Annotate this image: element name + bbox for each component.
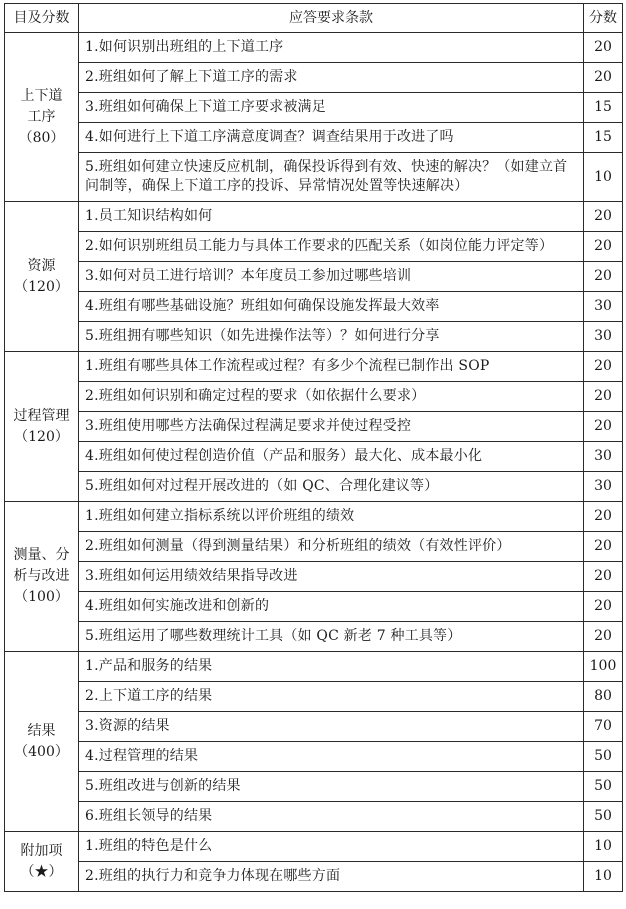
clause-score: 15 [584, 123, 623, 153]
category-score: （400） [14, 743, 69, 760]
table-row [5, 562, 623, 592]
clause-text: 4.如何进行上下道工序满意度调查？调查结果用于改进了吗 [79, 123, 584, 153]
clause-score: 30 [584, 292, 623, 322]
clause-text: 4.班组如何使过程创造价值（产品和服务）最大化、成本最小化 [79, 442, 584, 472]
clause-text: 5.班组改进与创新的结果 [79, 772, 584, 802]
table-row [5, 33, 623, 63]
table-row [5, 802, 623, 832]
category-cell [5, 33, 79, 202]
clause-text: 5.班组如何对过程开展改进的（如 QC、合理化建议等） [79, 472, 584, 502]
clause-score: 50 [584, 802, 623, 832]
clause-text: 5.班组拥有哪些知识（如先进操作法等）？如何进行分享 [79, 322, 584, 352]
table-row [5, 772, 623, 802]
clause-text: 1.如何识别出班组的上下道工序 [79, 33, 584, 63]
clause-score: 50 [584, 772, 623, 802]
table-row [5, 292, 623, 322]
clause-text: 3.班组如何确保上下道工序要求被满足 [79, 93, 584, 123]
clause-score: 10 [584, 153, 623, 202]
clause-score: 20 [584, 232, 623, 262]
clause-score: 20 [584, 532, 623, 562]
clause-text: 3.资源的结果 [79, 712, 584, 742]
header-clauses: 应答要求条款 [79, 4, 584, 33]
clause-text: 1.班组如何建立指标系统以评价班组的绩效 [79, 502, 584, 532]
clause-score: 20 [584, 562, 623, 592]
table-row [5, 592, 623, 622]
clause-text: 2.班组的执行力和竞争力体现在哪些方面 [79, 862, 584, 892]
category-name: 上下道 工序 [20, 87, 63, 125]
clause-score: 20 [584, 382, 623, 412]
table-row [5, 153, 623, 202]
clause-score: 50 [584, 742, 623, 772]
clause-score: 20 [584, 33, 623, 63]
table-row [5, 123, 623, 153]
table-row [5, 202, 623, 232]
table-row [5, 712, 623, 742]
table-row [5, 622, 623, 652]
scoring-table [4, 3, 623, 892]
clause-text: 1.班组有哪些具体工作流程或过程？有多少个流程已制作出 SOP [79, 352, 584, 382]
clause-text: 1.员工知识结构如何 [79, 202, 584, 232]
category-cell [5, 502, 79, 652]
table-row [5, 322, 623, 352]
clause-score: 80 [584, 682, 623, 712]
table-row [5, 682, 623, 712]
table-row [5, 232, 623, 262]
clause-text: 4.班组有哪些基础设施？班组如何确保设施发挥最大效率 [79, 292, 584, 322]
clause-score: 30 [584, 472, 623, 502]
clause-score: 20 [584, 352, 623, 382]
clause-text: 4.班组如何实施改进和创新的 [79, 592, 584, 622]
category-cell [5, 832, 79, 892]
clause-text: 3.班组如何运用绩效结果指导改进 [79, 562, 584, 592]
clause-score: 30 [584, 322, 623, 352]
clause-text: 2.班组如何了解上下道工序的需求 [79, 63, 584, 93]
clause-score: 10 [584, 862, 623, 892]
header-score: 分数 [584, 4, 623, 33]
clause-score: 20 [584, 412, 623, 442]
clause-text: 2.上下道工序的结果 [79, 682, 584, 712]
clause-text: 5.班组运用了哪些数理统计工具（如 QC 新老 7 种工具等） [79, 622, 584, 652]
category-name: 测量、分 析与改进 [13, 547, 70, 584]
category-name: 结果 [27, 722, 56, 739]
clause-text: 1.产品和服务的结果 [79, 652, 584, 682]
table-row [5, 412, 623, 442]
clause-score: 20 [584, 63, 623, 93]
table-row [5, 862, 623, 892]
table-row [5, 472, 623, 502]
category-score: （120） [14, 278, 69, 295]
clause-score: 20 [584, 622, 623, 652]
category-score: （80） [18, 129, 65, 146]
category-name: 资源 [27, 257, 56, 274]
table-row [5, 352, 623, 382]
table-row [5, 652, 623, 682]
table-row [5, 742, 623, 772]
clause-text: 3.班组使用哪些方法确保过程满足要求并使过程受控 [79, 412, 584, 442]
category-score: （120） [14, 428, 69, 445]
category-cell [5, 352, 79, 502]
clause-score: 20 [584, 592, 623, 622]
clause-score: 30 [584, 442, 623, 472]
clause-text: 2.班组如何测量（得到测量结果）和分析班组的绩效（有效性评价） [79, 532, 584, 562]
table-row [5, 502, 623, 532]
clause-text: 6.班组长领导的结果 [79, 802, 584, 832]
table-row [5, 442, 623, 472]
clause-score: 15 [584, 93, 623, 123]
category-name: 过程管理 [13, 407, 70, 424]
category-score: （100） [14, 589, 69, 605]
clause-score: 70 [584, 712, 623, 742]
table-row [5, 262, 623, 292]
clause-text: 5.班组如何建立快速反应机制，确保投诉得到有效、快速的解决？（如建立首问制等，确保上下道工序的投诉、异常情况处置等快速解决） [79, 153, 584, 202]
category-cell [5, 652, 79, 832]
clause-text: 2.班组如何识别和确定过程的要求（如依据什么要求） [79, 382, 584, 412]
category-name: 附加项 [20, 842, 63, 859]
clause-score: 100 [584, 652, 623, 682]
table-row [5, 532, 623, 562]
category-cell [5, 202, 79, 352]
clause-text: 2.如何识别班组员工能力与具体工作要求的匹配关系（如岗位能力评定等） [79, 232, 584, 262]
clause-text: 1.班组的特色是什么 [79, 832, 584, 862]
table-row [5, 63, 623, 93]
table-row [5, 93, 623, 123]
category-score: （★） [20, 863, 63, 880]
clause-score: 20 [584, 502, 623, 532]
table-body [5, 33, 623, 892]
clause-score: 10 [584, 832, 623, 862]
header-category: 目及分数 [5, 4, 79, 33]
clause-text: 4.过程管理的结果 [79, 742, 584, 772]
table-row [5, 382, 623, 412]
clause-score: 20 [584, 262, 623, 292]
header-row [5, 4, 623, 33]
clause-score: 20 [584, 202, 623, 232]
table-row [5, 832, 623, 862]
clause-text: 3.如何对员工进行培训？本年度员工参加过哪些培训 [79, 262, 584, 292]
